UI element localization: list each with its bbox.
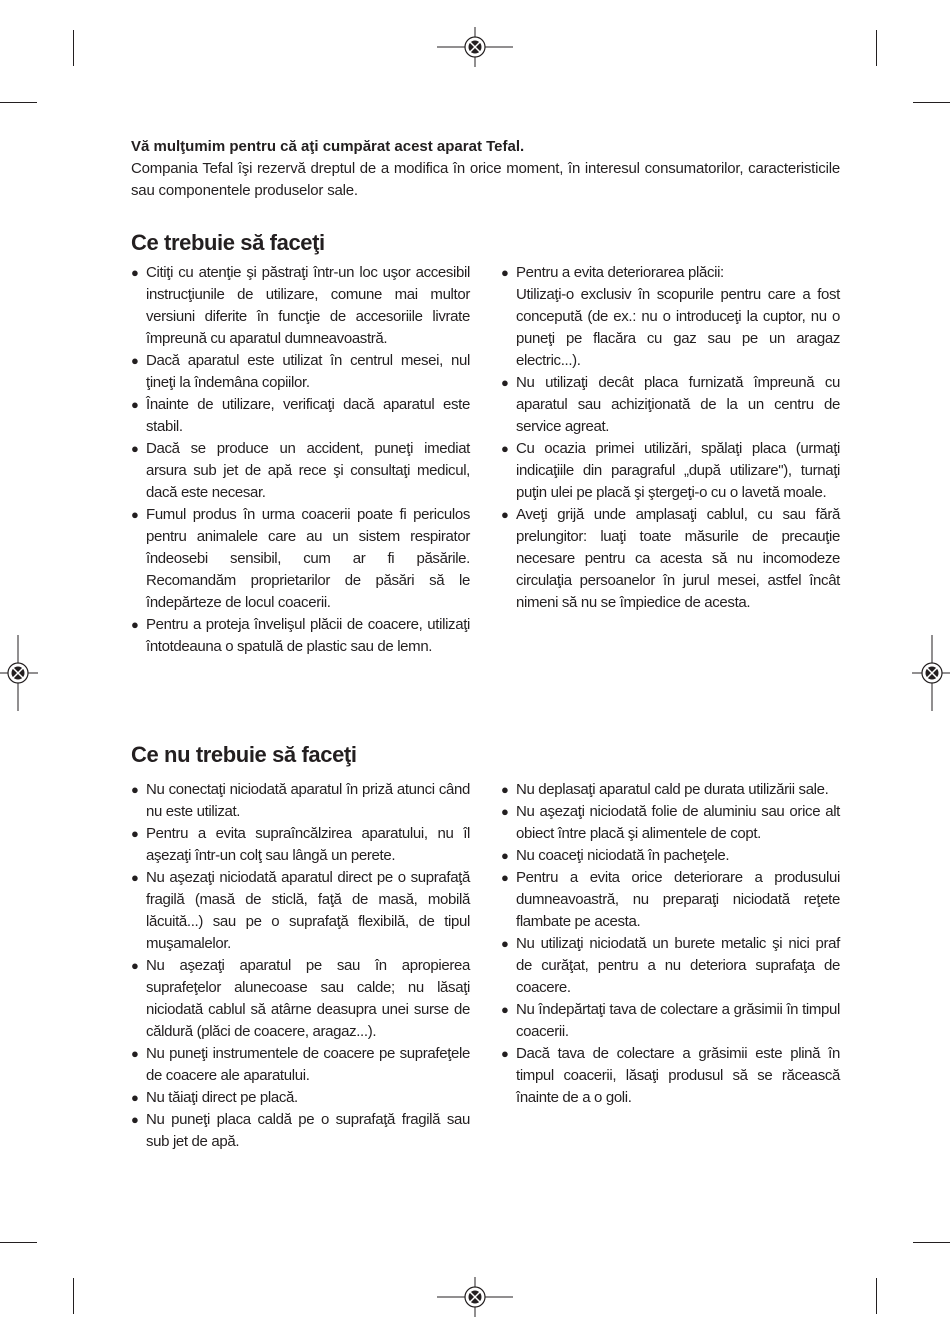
intro-block (131, 136, 840, 202)
list-item: ● Nu conectaţi niciodată aparatul în priză atunci când nu este utilizat. (131, 781, 470, 820)
list-item: ● Nu utilizaţi decât placa furnizată împreună cu aparatul sau achiziţionată de la un centru de service agreat. (501, 374, 840, 435)
list-item: ● Citiţi cu atenţie şi păstraţi într-un loc uşor accesibil instrucţiunile de utilizare, comune mai multor versiuni diferite în funcţie de accesoriile livrate împreună cu aparatul dumneavoastră. (131, 264, 470, 347)
list-item: ● Aveţi grijă unde amplasaţi cablul, cu sau fără prelungitor: luaţi toate măsurile de precauţie necesare pentru ca acesta să nu incomodeze circulaţia persoanelor în jurul mesei, astfel încât nimeni să nu se împiedice de acesta. (501, 506, 840, 611)
dont-list-right (501, 779, 840, 1109)
bullet-icon: ● (131, 870, 139, 885)
list-item: ● Cu ocazia primei utilizări, spălaţi placa (urmaţi indicaţiile din paragraful „după utilizare"), turnaţi puţin ulei pe placă şi ştergeţi-o cu o lavetă moale. (501, 440, 840, 501)
list-item: ● Dacă tava de colectare a grăsimii este plină în timpul coacerii, lăsaţi produsul să se răcească înainte de a o goli. (501, 1045, 840, 1106)
list-item: ● Nu tăiaţi direct pe placă. (131, 1087, 470, 1109)
bullet-icon: ● (501, 804, 509, 819)
bullet-icon: ● (501, 848, 509, 863)
section-title-do: Ce trebuie să faceţi (131, 230, 325, 255)
crop-mark-top-right-h (913, 102, 950, 103)
list-item-body: Utilizaţi-o exclusiv în scopurile pentru care a fost concepută (de ex.: nu o introduceţi la cuptor, nu o puneţi pe flacăra cu gaz sau pe un aragaz electric...). (516, 286, 840, 369)
list-item: ● Nu aşezaţi aparatul pe sau în apropierea suprafeţelor alunecoase sau calde; nu lăsaţi niciodată cablul să atârne deasupra unei surse de căldură (plăci de coacere, aragaz...). (131, 957, 470, 1040)
crop-mark-top-left-h (0, 102, 37, 103)
list-item: ● Dacă aparatul este utilizat în centrul mesei, nul ţineţi la îndemâna copiilor. (131, 352, 470, 391)
list-item: ● Nu deplasaţi aparatul cald pe durata utilizării sale. (501, 779, 840, 801)
bullet-icon: ● (501, 870, 509, 885)
list-item: ● Pentru a evita supraîncălzirea aparatului, nu îl aşezaţi într-un colţ sau lângă un perete. (131, 825, 470, 864)
bullet-icon: ● (131, 397, 139, 412)
list-item: ● Nu îndepărtaţi tava de colectare a grăsimii în timpul coacerii. (501, 1001, 840, 1040)
list-item: ● Pentru a evita orice deteriorare a produsului dumneavoastră, nu preparaţi niciodată reţete flambate pe acesta. (501, 869, 840, 930)
bullet-icon: ● (131, 1046, 139, 1061)
section-title-dont: Ce nu trebuie să faceţi (131, 742, 357, 767)
bullet-icon: ● (131, 782, 139, 797)
bullet-icon: ● (131, 507, 139, 522)
bullet-icon: ● (501, 441, 509, 456)
list-item: ● Pentru a proteja învelişul plăcii de coacere, utilizaţi întotdeauna o spatulă de plastic sau de lemn. (131, 616, 470, 655)
list-item: ● Nu coaceţi niciodată în pacheţele. (501, 845, 840, 867)
registration-mark-right-icon (912, 635, 950, 711)
crop-mark-top-left (73, 30, 74, 66)
crop-mark-bottom-right (876, 1278, 877, 1314)
bullet-icon: ● (131, 1090, 139, 1105)
registration-mark-top-icon (437, 27, 513, 67)
bullet-icon: ● (131, 265, 139, 280)
bullet-icon: ● (131, 958, 139, 973)
bullet-icon: ● (501, 936, 509, 951)
bullet-icon: ● (131, 1112, 139, 1127)
registration-mark-left-icon (0, 635, 38, 711)
list-item: ● Dacă se produce un accident, puneţi imediat arsura sub jet de apă rece şi consultaţi medicul, dacă este necesar. (131, 440, 470, 501)
crop-mark-bottom-left (73, 1278, 74, 1314)
intro-text: Compania Tefal îşi rezervă dreptul de a modifica în orice moment, în interesul consumatorilor, caracteristicile sau componentele produselor sale. (131, 160, 840, 199)
crop-mark-bottom-left-h (0, 1242, 37, 1243)
do-list-right (501, 262, 840, 614)
list-item-lead: Pentru a evita deteriorarea plăcii: (516, 264, 724, 281)
bullet-icon: ● (501, 1046, 509, 1061)
list-item: ● Nu aşezaţi niciodată aparatul direct pe o suprafaţă fragilă (masă de sticlă, faţă de masă, mobilă lăcuită...) sau pe o suprafaţă flexibilă, de tipul muşamalelor. (131, 869, 470, 952)
dont-list-left (131, 779, 470, 1153)
bullet-icon: ● (131, 353, 139, 368)
registration-mark-bottom-icon (437, 1277, 513, 1317)
bullet-icon: ● (501, 1002, 509, 1017)
do-list-left (131, 262, 470, 658)
list-item (501, 262, 840, 372)
list-item: ● Nu puneţi placa caldă pe o suprafaţă fragilă sau sub jet de apă. (131, 1111, 470, 1150)
list-item: ● Nu puneţi instrumentele de coacere pe suprafeţele de coacere ale aparatului. (131, 1045, 470, 1084)
list-item: ● Nu utilizaţi niciodată un burete metalic şi nici praf de curăţat, pentru a nu deteriora suprafaţa de coacere. (501, 935, 840, 996)
bullet-icon: ● (501, 507, 509, 522)
intro-title: Vă mulţumim pentru că aţi cumpărat acest aparat Tefal. (131, 138, 525, 155)
crop-mark-bottom-right-h (913, 1242, 950, 1243)
bullet-icon: ● (131, 826, 139, 841)
bullet-icon: ● (131, 441, 139, 456)
bullet-icon: ● (131, 617, 139, 632)
crop-mark-top-right (876, 30, 877, 66)
bullet-icon: ● (501, 265, 509, 280)
list-item: ● Fumul produs în urma coacerii poate fi periculos pentru animalele care au un sistem respirator îndeosebi sensibil, cum ar fi păsările. Recomandăm proprietarilor de păsări să le îndepărteze de locul coacerii. (131, 506, 470, 611)
bullet-icon: ● (501, 782, 509, 797)
bullet-icon: ● (501, 375, 509, 390)
list-item: ● Nu aşezaţi niciodată folie de aluminiu sau orice alt obiect între placă şi alimentele de copt. (501, 803, 840, 842)
list-item: ● Înainte de utilizare, verificaţi dacă aparatul este stabil. (131, 396, 470, 435)
